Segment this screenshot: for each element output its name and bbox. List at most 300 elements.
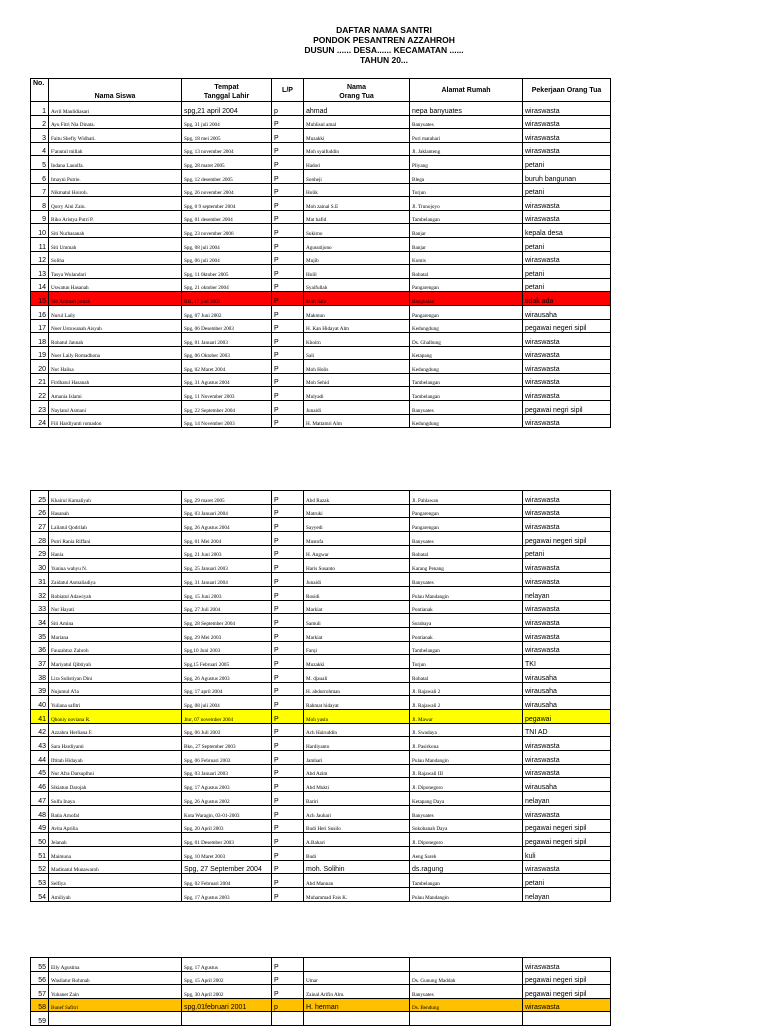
cell-no: 34 bbox=[31, 614, 49, 628]
cell-nama-orang-tua: Holil bbox=[304, 265, 410, 279]
cell-alamat-rumah: Jl. Pasirkona bbox=[410, 737, 523, 751]
cell-pekerjaan-orang-tua: wiraswasta bbox=[523, 805, 611, 819]
cell-tempat-tanggal-lahir: Spg, 18 mei 2005 bbox=[182, 129, 272, 143]
title-line: DUSUN ...... DESA...... KECAMATAN ...... bbox=[304, 45, 464, 55]
cell-lp bbox=[272, 1012, 304, 1026]
cell-lp: P bbox=[272, 373, 304, 387]
table-row bbox=[31, 1012, 611, 1026]
cell-tempat-tanggal-lahir: spg.01februari 2001 bbox=[182, 998, 272, 1012]
header-ttl-1: Tempat bbox=[214, 84, 239, 91]
cell-tempat-tanggal-lahir: Spg, 31 Januari 2004 bbox=[182, 573, 272, 587]
table-row bbox=[31, 573, 611, 587]
cell-nama-siswa: Maimuna bbox=[49, 846, 182, 860]
cell-lp: P bbox=[272, 641, 304, 655]
cell-nama-siswa: Nor Halisa bbox=[49, 360, 182, 374]
cell-pekerjaan-orang-tua: wiraswasta bbox=[523, 573, 611, 587]
cell-tempat-tanggal-lahir: Spg, 06 Juli 2003 bbox=[182, 723, 272, 737]
cell-nama-orang-tua: Mujib bbox=[304, 251, 410, 265]
cell-nama-orang-tua: Abd Azim bbox=[304, 764, 410, 778]
cell-nama-siswa: Putri Rania Riffani bbox=[49, 532, 182, 546]
cell-pekerjaan-orang-tua: nelayan bbox=[523, 792, 611, 806]
table-row bbox=[31, 764, 611, 778]
cell-no: 36 bbox=[31, 641, 49, 655]
cell-nama-siswa: Mariyatul Qibtiyah bbox=[49, 655, 182, 669]
cell-no: 48 bbox=[31, 805, 49, 819]
cell-pekerjaan-orang-tua: nelayan bbox=[523, 887, 611, 901]
cell-tempat-tanggal-lahir: Spg, 31 Agustus 2004 bbox=[182, 373, 272, 387]
cell-alamat-rumah: Pontianak bbox=[410, 600, 523, 614]
cell-pekerjaan-orang-tua: wiraswasta bbox=[523, 958, 611, 972]
table-row bbox=[31, 265, 611, 279]
cell-tempat-tanggal-lahir: Spg, 03 Januari 2004 bbox=[182, 504, 272, 518]
cell-nama-siswa: Yuliana safitri bbox=[49, 696, 182, 710]
cell-lp: P bbox=[272, 292, 304, 306]
cell-nama-siswa: Khairul Kamaliyah bbox=[49, 491, 182, 505]
cell-pekerjaan-orang-tua: wiraswasta bbox=[523, 751, 611, 765]
cell-no: 39 bbox=[31, 682, 49, 696]
cell-nama-orang-tua: Mulyadi bbox=[304, 387, 410, 401]
cell-alamat-rumah: Robatal bbox=[410, 265, 523, 279]
cell-alamat-rumah: nepa banyuates bbox=[410, 102, 523, 116]
cell-lp: P bbox=[272, 169, 304, 183]
cell-alamat-rumah: Aeng Sareh bbox=[410, 846, 523, 860]
cell-tempat-tanggal-lahir: Spg, 27 Juli 2004 bbox=[182, 600, 272, 614]
cell-nama-siswa: Soliha bbox=[49, 251, 182, 265]
cell-pekerjaan-orang-tua: wiraswasta bbox=[523, 373, 611, 387]
cell-nama-orang-tua: Markiat bbox=[304, 600, 410, 614]
cell-pekerjaan-orang-tua: petani bbox=[523, 278, 611, 292]
table-row bbox=[31, 819, 611, 833]
cell-nama-orang-tua: A.Bahari bbox=[304, 833, 410, 847]
cell-nama-siswa: Azzahra Herliana F. bbox=[49, 723, 182, 737]
table-row bbox=[31, 518, 611, 532]
cell-alamat-rumah: Jl. Jaklanteng bbox=[410, 142, 523, 156]
cell-alamat-rumah: Kedungdung bbox=[410, 319, 523, 333]
cell-nama-orang-tua: Jamhari bbox=[304, 751, 410, 765]
cell-nama-orang-tua: Abd Mukti bbox=[304, 778, 410, 792]
cell-nama-siswa: Nur Hayati bbox=[49, 600, 182, 614]
cell-nama-orang-tua: H. herman bbox=[304, 998, 410, 1012]
cell-nama-siswa bbox=[49, 1012, 182, 1026]
cell-pekerjaan-orang-tua: pegawai negeri sipil bbox=[523, 985, 611, 999]
cell-nama-siswa: Imayni Putrie. bbox=[49, 169, 182, 183]
cell-pekerjaan-orang-tua: buruh bangunan bbox=[523, 169, 611, 183]
cell-no: 6 bbox=[31, 169, 49, 183]
cell-tempat-tanggal-lahir: Spg, 02 Februari 2004 bbox=[182, 874, 272, 888]
cell-alamat-rumah: Pulau Mandangin bbox=[410, 751, 523, 765]
cell-nama-orang-tua: Bariri bbox=[304, 792, 410, 806]
cell-lp: P bbox=[272, 210, 304, 224]
cell-tempat-tanggal-lahir: Spg, 26 Agustus 2002 bbox=[182, 792, 272, 806]
cell-tempat-tanggal-lahir: Spg, 17 Agustus bbox=[182, 958, 272, 972]
cell-no: 27 bbox=[31, 518, 49, 532]
cell-no: 54 bbox=[31, 887, 49, 901]
cell-nama-siswa: Hania bbox=[49, 545, 182, 559]
cell-tempat-tanggal-lahir: Spg, 26 Agustus 2004 bbox=[182, 518, 272, 532]
cell-lp: p bbox=[272, 998, 304, 1012]
cell-tempat-tanggal-lahir: Spg, 07 Juni 2002 bbox=[182, 305, 272, 319]
cell-pekerjaan-orang-tua: TNI AD bbox=[523, 723, 611, 737]
table-row bbox=[31, 792, 611, 806]
cell-nama-orang-tua: Moh yasin bbox=[304, 710, 410, 724]
cell-no: 30 bbox=[31, 559, 49, 573]
cell-alamat-rumah: Tambelangan bbox=[410, 387, 523, 401]
cell-pekerjaan-orang-tua: pegawai negeri sipil bbox=[523, 319, 611, 333]
table-row bbox=[31, 887, 611, 901]
cell-tempat-tanggal-lahir: Spg, 06 Desember 2003 bbox=[182, 319, 272, 333]
cell-nama-siswa: Noer Laily Romadhona bbox=[49, 346, 182, 360]
cell-lp: P bbox=[272, 655, 304, 669]
table-row bbox=[31, 696, 611, 710]
cell-nama-orang-tua: Muzakki bbox=[304, 129, 410, 143]
cell-alamat-rumah: Tambelangan bbox=[410, 210, 523, 224]
cell-lp: P bbox=[272, 129, 304, 143]
cell-pekerjaan-orang-tua: wiraswasta bbox=[523, 360, 611, 374]
cell-alamat-rumah: Jl. Trunojoyo bbox=[410, 197, 523, 211]
header-lp: L/P bbox=[272, 79, 304, 102]
cell-pekerjaan-orang-tua: nelayan bbox=[523, 586, 611, 600]
table-row bbox=[31, 115, 611, 129]
cell-no: 56 bbox=[31, 971, 49, 985]
santri-table-3 bbox=[30, 957, 611, 1026]
cell-alamat-rumah: Ketapang bbox=[410, 346, 523, 360]
table-row bbox=[31, 545, 611, 559]
table-1-body bbox=[31, 102, 611, 428]
cell-tempat-tanggal-lahir: Spg, 21 oktober 2004 bbox=[182, 278, 272, 292]
cell-lp: P bbox=[272, 115, 304, 129]
cell-pekerjaan-orang-tua: wiraswasta bbox=[523, 491, 611, 505]
table-row bbox=[31, 751, 611, 765]
cell-tempat-tanggal-lahir: Bkl, 17 juni 2003 bbox=[182, 292, 272, 306]
santri-table-1 bbox=[30, 78, 611, 428]
cell-lp: P bbox=[272, 682, 304, 696]
table-2-body bbox=[31, 491, 611, 902]
cell-nama-orang-tua: Abd Razak bbox=[304, 491, 410, 505]
cell-nama-orang-tua: Sukirno bbox=[304, 224, 410, 238]
cell-tempat-tanggal-lahir: Spg, 06 Oktober 2003 bbox=[182, 346, 272, 360]
cell-nama-orang-tua: H. Mattamri Alm bbox=[304, 414, 410, 428]
cell-no: 38 bbox=[31, 668, 49, 682]
cell-nama-siswa: Bunef Safitri bbox=[49, 998, 182, 1012]
cell-pekerjaan-orang-tua: pegawai negri sipil bbox=[523, 401, 611, 415]
cell-nama-orang-tua: Sali bbox=[304, 346, 410, 360]
table-row bbox=[31, 805, 611, 819]
cell-nama-siswa: Wasilatur Rohmah bbox=[49, 971, 182, 985]
cell-no: 28 bbox=[31, 532, 49, 546]
cell-alamat-rumah: Banjar bbox=[410, 224, 523, 238]
cell-pekerjaan-orang-tua bbox=[523, 1012, 611, 1026]
cell-nama-siswa: Riko Aristya Putri P. bbox=[49, 210, 182, 224]
cell-nama-siswa: Faitu Shefiy Widhati. bbox=[49, 129, 182, 143]
cell-no: 53 bbox=[31, 874, 49, 888]
cell-lp: P bbox=[272, 278, 304, 292]
cell-tempat-tanggal-lahir: Spg, 20 April 2003 bbox=[182, 819, 272, 833]
cell-no: 31 bbox=[31, 573, 49, 587]
cell-no: 29 bbox=[31, 545, 49, 559]
cell-nama-siswa: Tasya Wulandari bbox=[49, 265, 182, 279]
cell-tempat-tanggal-lahir: Spg, 30 April 2002 bbox=[182, 985, 272, 999]
cell-pekerjaan-orang-tua: tidak ada bbox=[523, 292, 611, 306]
cell-tempat-tanggal-lahir: Spg, 26 november 2004 bbox=[182, 183, 272, 197]
header-orang-tua bbox=[304, 79, 410, 102]
cell-nama-orang-tua: Budi bbox=[304, 846, 410, 860]
cell-lp: P bbox=[272, 600, 304, 614]
cell-alamat-rumah: Jl. Rajawali 2 bbox=[410, 696, 523, 710]
table-row bbox=[31, 224, 611, 238]
cell-nama-siswa: Batia Arnofal bbox=[49, 805, 182, 819]
cell-no: 12 bbox=[31, 251, 49, 265]
cell-alamat-rumah: Banyuates bbox=[410, 805, 523, 819]
cell-alamat-rumah: Jl. Diponegoro bbox=[410, 778, 523, 792]
table-row bbox=[31, 319, 611, 333]
cell-no: 13 bbox=[31, 265, 49, 279]
cell-nama-orang-tua bbox=[304, 1012, 410, 1026]
cell-tempat-tanggal-lahir: Spg, 28 maret 2005 bbox=[182, 156, 272, 170]
cell-lp: P bbox=[272, 819, 304, 833]
cell-alamat-rumah: Ds. Gunung Maddah bbox=[410, 971, 523, 985]
cell-tempat-tanggal-lahir: Spg, 0 9 september 2004 bbox=[182, 197, 272, 211]
cell-pekerjaan-orang-tua: wiraswasta bbox=[523, 737, 611, 751]
cell-nama-siswa: Mariana bbox=[49, 627, 182, 641]
cell-pekerjaan-orang-tua: wiraswasta bbox=[523, 115, 611, 129]
cell-lp: P bbox=[272, 491, 304, 505]
cell-no: 18 bbox=[31, 333, 49, 347]
cell-pekerjaan-orang-tua: kuli bbox=[523, 846, 611, 860]
cell-nama-orang-tua: Samuli bbox=[304, 614, 410, 628]
cell-nama-orang-tua: Khoirn bbox=[304, 333, 410, 347]
cell-alamat-rumah: Blega bbox=[410, 169, 523, 183]
cell-lp: P bbox=[272, 346, 304, 360]
table-row bbox=[31, 360, 611, 374]
cell-alamat-rumah: Banyuates bbox=[410, 985, 523, 999]
cell-tempat-tanggal-lahir: Spg, 01 Januari 2003 bbox=[182, 333, 272, 347]
cell-no: 47 bbox=[31, 792, 49, 806]
cell-tempat-tanggal-lahir: Bkn, 27 September 2003 bbox=[182, 737, 272, 751]
cell-nama-orang-tua: ahmad bbox=[304, 102, 410, 116]
cell-tempat-tanggal-lahir: Spg, 22 September 2004 bbox=[182, 401, 272, 415]
table-row bbox=[31, 346, 611, 360]
cell-nama-siswa: Sikiatun Darojah bbox=[49, 778, 182, 792]
cell-tempat-tanggal-lahir: Spg, 03 Januari 2003 bbox=[182, 764, 272, 778]
cell-lp: P bbox=[272, 518, 304, 532]
cell-lp: P bbox=[272, 156, 304, 170]
cell-pekerjaan-orang-tua: wiraswasta bbox=[523, 559, 611, 573]
cell-nama-orang-tua: M. djauali bbox=[304, 668, 410, 682]
table-row bbox=[31, 998, 611, 1012]
cell-tempat-tanggal-lahir: Spg, 14 November 2003 bbox=[182, 414, 272, 428]
cell-lp: P bbox=[272, 586, 304, 600]
cell-alamat-rumah: Banyuates bbox=[410, 573, 523, 587]
cell-no: 43 bbox=[31, 737, 49, 751]
cell-pekerjaan-orang-tua: wiraswasta bbox=[523, 764, 611, 778]
table-row bbox=[31, 559, 611, 573]
cell-pekerjaan-orang-tua: wiraswasta bbox=[523, 600, 611, 614]
cell-nama-orang-tua: Makmun bbox=[304, 305, 410, 319]
cell-no: 26 bbox=[31, 504, 49, 518]
cell-nama-siswa: Nikmatul Hoiroh. bbox=[49, 183, 182, 197]
title-line: DAFTAR NAMA SANTRI bbox=[336, 25, 432, 35]
cell-nama-siswa: Nur Afra Darsuplhni bbox=[49, 764, 182, 778]
cell-nama-orang-tua: Junaidi bbox=[304, 401, 410, 415]
cell-pekerjaan-orang-tua: wiraswasta bbox=[523, 387, 611, 401]
cell-alamat-rumah bbox=[410, 1012, 523, 1026]
cell-no: 8 bbox=[31, 197, 49, 211]
cell-no: 35 bbox=[31, 627, 49, 641]
cell-lp: P bbox=[272, 142, 304, 156]
santri-table-2 bbox=[30, 490, 611, 902]
table-row bbox=[31, 210, 611, 224]
cell-pekerjaan-orang-tua: wiraswasta bbox=[523, 518, 611, 532]
cell-nama-siswa: Siti Aminah jumah bbox=[49, 292, 182, 306]
cell-nama-siswa: Nurul Laily bbox=[49, 305, 182, 319]
cell-no: 52 bbox=[31, 860, 49, 874]
table-row bbox=[31, 985, 611, 999]
cell-lp: P bbox=[272, 414, 304, 428]
cell-no: 50 bbox=[31, 833, 49, 847]
cell-nama-siswa: Robiatul Adawiyah bbox=[49, 586, 182, 600]
cell-nama-siswa: Siti Nurhasanah bbox=[49, 224, 182, 238]
cell-no: 25 bbox=[31, 491, 49, 505]
cell-alamat-rumah: Pangarengan bbox=[410, 278, 523, 292]
table-row bbox=[31, 305, 611, 319]
cell-lp: P bbox=[272, 183, 304, 197]
cell-lp: P bbox=[272, 360, 304, 374]
cell-lp: P bbox=[272, 723, 304, 737]
table-row bbox=[31, 333, 611, 347]
cell-lp: P bbox=[272, 504, 304, 518]
cell-alamat-rumah: Robatal bbox=[410, 545, 523, 559]
cell-no: 15 bbox=[31, 292, 49, 306]
cell-alamat-rumah: Banyuates bbox=[410, 115, 523, 129]
cell-nama-siswa: Lailatul Qodrilah bbox=[49, 518, 182, 532]
table-3-body bbox=[31, 958, 611, 1026]
cell-tempat-tanggal-lahir: Spg, 15 Juni 2003 bbox=[182, 586, 272, 600]
cell-nama-orang-tua: Ach Hairuddin bbox=[304, 723, 410, 737]
cell-lp: P bbox=[272, 985, 304, 999]
cell-lp: P bbox=[272, 545, 304, 559]
cell-alamat-rumah: Pliyang bbox=[410, 156, 523, 170]
cell-tempat-tanggal-lahir: Spg, 17 Agustus 2003 bbox=[182, 778, 272, 792]
cell-pekerjaan-orang-tua: wirausaha bbox=[523, 668, 611, 682]
cell-lp: P bbox=[272, 305, 304, 319]
cell-pekerjaan-orang-tua: pegawai negeri sipil bbox=[523, 532, 611, 546]
header-nama-siswa: Nama Siswa bbox=[49, 79, 182, 102]
cell-tempat-tanggal-lahir: Spg, 02 Maret 2004 bbox=[182, 360, 272, 374]
cell-nama-siswa: F'anutul millah bbox=[49, 142, 182, 156]
cell-lp: P bbox=[272, 532, 304, 546]
cell-alamat-rumah: Surabaya bbox=[410, 614, 523, 628]
cell-alamat-rumah: Jl. Diponegoro bbox=[410, 833, 523, 847]
cell-tempat-tanggal-lahir: Spg, 10 Maret 2003 bbox=[182, 846, 272, 860]
document-title bbox=[0, 25, 768, 65]
cell-tempat-tanggal-lahir: Spg, 08 juli 2004 bbox=[182, 237, 272, 251]
cell-pekerjaan-orang-tua: wiraswasta bbox=[523, 197, 611, 211]
cell-no: 19 bbox=[31, 346, 49, 360]
cell-alamat-rumah: Jl. Rajawali 2 bbox=[410, 682, 523, 696]
cell-alamat-rumah: Torjun bbox=[410, 655, 523, 669]
cell-pekerjaan-orang-tua: wirausaha bbox=[523, 305, 611, 319]
cell-nama-siswa: Avita Aprilia bbox=[49, 819, 182, 833]
cell-pekerjaan-orang-tua: pegawai negeri sipil bbox=[523, 819, 611, 833]
table-row bbox=[31, 169, 611, 183]
cell-tempat-tanggal-lahir: Spg, 29 Mei 2003 bbox=[182, 627, 272, 641]
cell-alamat-rumah: Tambelangan bbox=[410, 373, 523, 387]
cell-nama-siswa: Amania Islami bbox=[49, 387, 182, 401]
cell-tempat-tanggal-lahir: Spg, 26 Agustus 2003 bbox=[182, 668, 272, 682]
cell-nama-orang-tua: Muhlisul amal bbox=[304, 115, 410, 129]
cell-lp: P bbox=[272, 573, 304, 587]
cell-nama-siswa: Siti Amina bbox=[49, 614, 182, 628]
cell-tempat-tanggal-lahir: Spg, 12 desember 2005 bbox=[182, 169, 272, 183]
cell-lp: P bbox=[272, 751, 304, 765]
cell-tempat-tanggal-lahir: Spg, 17 april 2004 bbox=[182, 682, 272, 696]
cell-lp: P bbox=[272, 710, 304, 724]
cell-pekerjaan-orang-tua: wiraswasta bbox=[523, 614, 611, 628]
cell-lp: P bbox=[272, 627, 304, 641]
cell-lp: P bbox=[272, 778, 304, 792]
cell-no: 45 bbox=[31, 764, 49, 778]
cell-no: 23 bbox=[31, 401, 49, 415]
cell-no: 42 bbox=[31, 723, 49, 737]
cell-alamat-rumah: Kedungdung bbox=[410, 360, 523, 374]
cell-no: 7 bbox=[31, 183, 49, 197]
cell-lp: P bbox=[272, 224, 304, 238]
cell-nama-orang-tua: Zainal Arifin Alm. bbox=[304, 985, 410, 999]
cell-no: 33 bbox=[31, 600, 49, 614]
cell-lp: P bbox=[272, 764, 304, 778]
cell-nama-siswa: Qhoniy noviana R. bbox=[49, 710, 182, 724]
table-row bbox=[31, 183, 611, 197]
cell-nama-orang-tua: Mat hafid bbox=[304, 210, 410, 224]
table-row bbox=[31, 655, 611, 669]
cell-alamat-rumah: Jl. Mawar bbox=[410, 710, 523, 724]
cell-no: 3 bbox=[31, 129, 49, 143]
cell-nama-orang-tua: Rosidi bbox=[304, 586, 410, 600]
table-row bbox=[31, 860, 611, 874]
cell-alamat-rumah: Banyuates bbox=[410, 401, 523, 415]
cell-no: 21 bbox=[31, 373, 49, 387]
cell-nama-orang-tua: Haris Susanto bbox=[304, 559, 410, 573]
cell-no: 2 bbox=[31, 115, 49, 129]
cell-nama-orang-tua: Holik bbox=[304, 183, 410, 197]
cell-pekerjaan-orang-tua: wirausaha bbox=[523, 778, 611, 792]
cell-nama-orang-tua: Sonheji bbox=[304, 169, 410, 183]
cell-tempat-tanggal-lahir: Spg, 31 juli 2004 bbox=[182, 115, 272, 129]
cell-no: 58 bbox=[31, 998, 49, 1012]
table-row bbox=[31, 278, 611, 292]
cell-no: 16 bbox=[31, 305, 49, 319]
cell-nama-orang-tua: Ach Jauhari bbox=[304, 805, 410, 819]
cell-pekerjaan-orang-tua: wiraswasta bbox=[523, 102, 611, 116]
cell-tempat-tanggal-lahir: Spg, 25 Januari 2003 bbox=[182, 559, 272, 573]
cell-alamat-rumah: Pulau Mandangin bbox=[410, 887, 523, 901]
cell-nama-orang-tua: Sayyedi bbox=[304, 518, 410, 532]
cell-nama-siswa: Naylatul Asmani bbox=[49, 401, 182, 415]
cell-nama-orang-tua: Markiat bbox=[304, 627, 410, 641]
cell-nama-orang-tua: Abd Mannan bbox=[304, 874, 410, 888]
cell-tempat-tanggal-lahir: Spg, 06 juli 2004 bbox=[182, 251, 272, 265]
cell-nama-siswa: Firdhatul Hasanah bbox=[49, 373, 182, 387]
cell-lp: P bbox=[272, 319, 304, 333]
cell-tempat-tanggal-lahir: Spg, 11 November 2003 bbox=[182, 387, 272, 401]
table-row bbox=[31, 958, 611, 972]
cell-nama-siswa: Elly Agustina bbox=[49, 958, 182, 972]
cell-no: 4 bbox=[31, 142, 49, 156]
cell-tempat-tanggal-lahir: Jmr, 07 november 2004 bbox=[182, 710, 272, 724]
cell-alamat-rumah: Bangkalan bbox=[410, 292, 523, 306]
cell-alamat-rumah: Pangarengan bbox=[410, 305, 523, 319]
cell-lp: P bbox=[272, 971, 304, 985]
